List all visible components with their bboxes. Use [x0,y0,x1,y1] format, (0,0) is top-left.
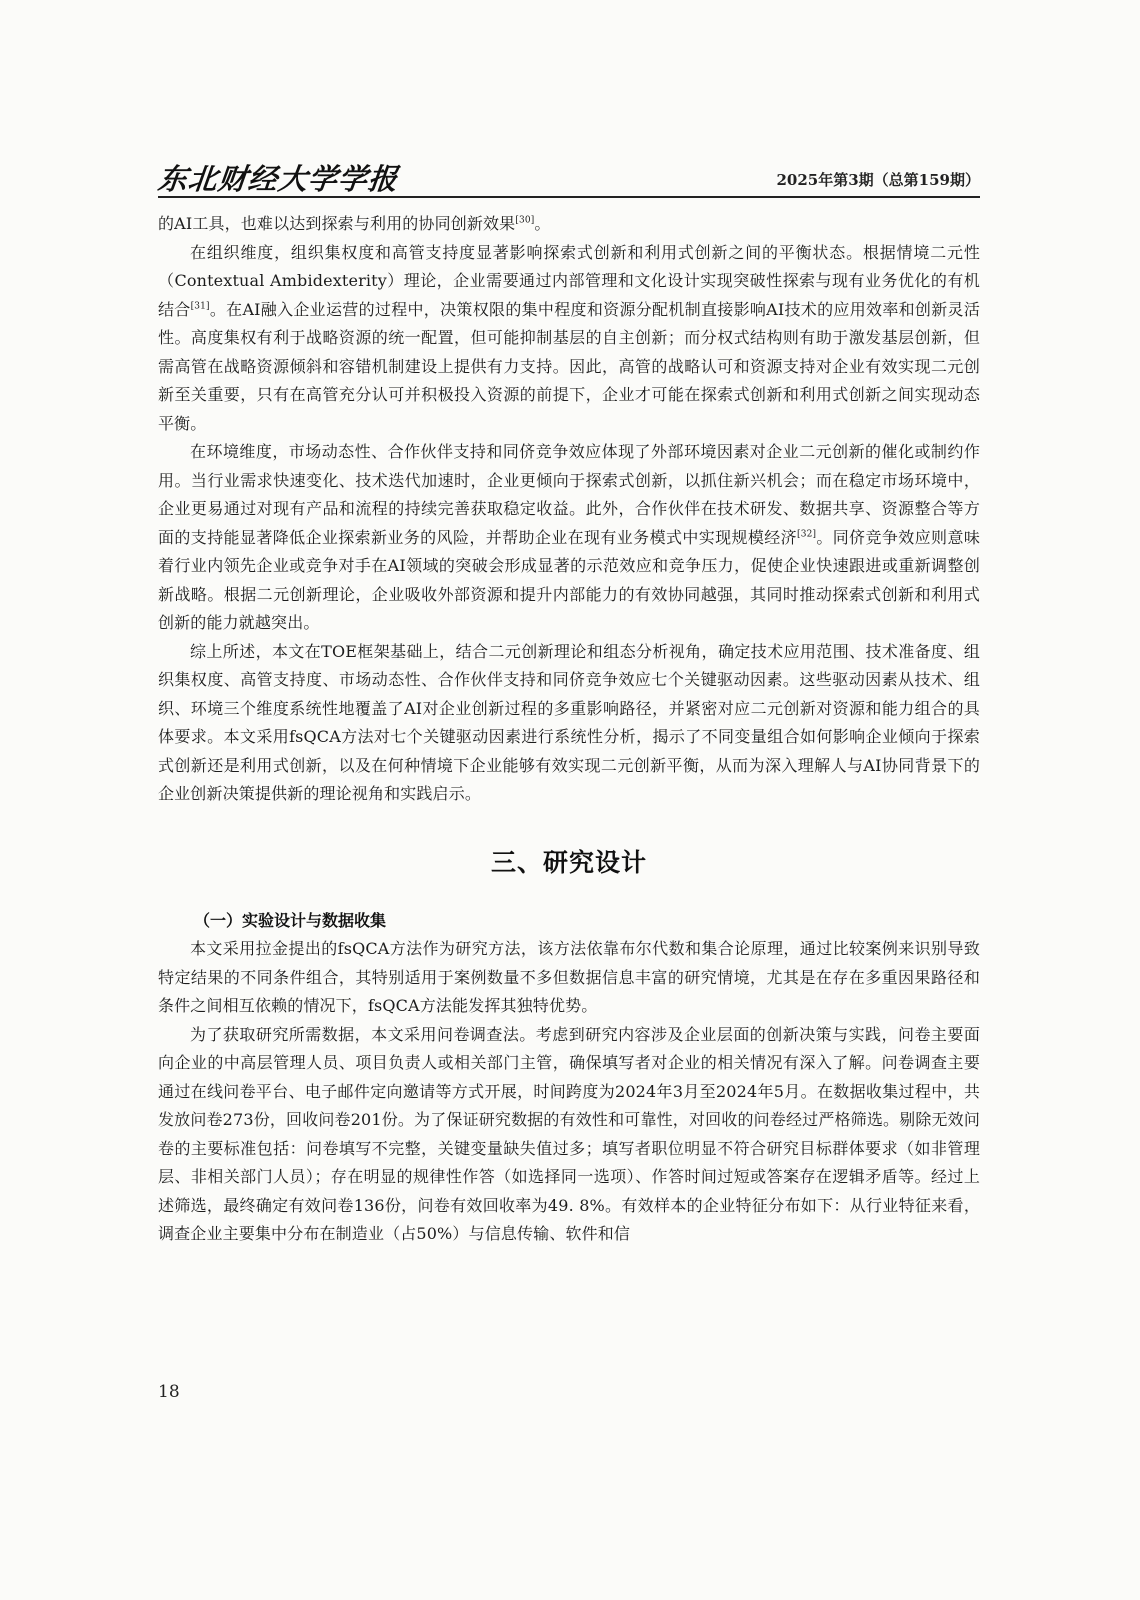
paragraph-6: 为了获取研究所需数据，本文采用问卷调查法。考虑到研究内容涉及企业层面的创新决策与实践，问卷主要面向企业的中高层管理人员、项目负责人或相关部门主管，确保填写者对企业的相关情况有深入了解。问卷调查主要通过在线问卷平台、电子邮件定向邀请等方式开展，时间跨度为2024年3月至2024年5月。在数据收集过程中，共发放问卷273份，回收问卷201份。为了保证研究数据的有效性和可靠性，对回收的问卷经过严格筛选。剔除无效问卷的主要标准包括：问卷填写不完整，关键变量缺失值过多；填写者职位明显不符合研究目标群体要求（如非管理层、非相关部门人员）；存在明显的规律性作答（如选择同一选项）、作答时间过短或答案存在逻辑矛盾等。经过上述筛选，最终确定有效问卷136份，问卷有效回收率为49. 8%。有效样本的企业特征分布如下：从行业特征来看，调查企业主要集中分布在制造业（占50%）与信息传输、软件和信 [158,1024,980,1243]
paragraph-2-text-a: 在组织维度，组织集权度和高管支持度显著影响探索式创新和利用式创新之间的平衡状态。根据情境二元性（Contextual Ambidexterity）理论，企业需要通过内部管理和文化设计实现突破性探索与现有业务优化的有机结合 [158,242,980,319]
section-title: 三、研究设计 [490,847,647,877]
issue-info: 2025年第3期（总第159期） [776,171,980,189]
paragraph-2-text-b: 。在AI融入企业运营的过程中，决策权限的集中程度和资源分配机制直接影响AI技术的应用效率和创新灵活性。高度集权有利于战略资源的统一配置，但可能抑制基层的自主创新；而分权式结构则有助于激发基层创新，但需高管在战略资源倾斜和容错机制建设上提供有力支持。因此，高管的战略认可和资源支持对企业有效实现二元创新至关重要，只有在高管充分认可并积极投入资源的前提下，企业才可能在探索式创新和利用式创新之间实现动态平衡。 [158,299,980,433]
citation-31: [31] [190,301,210,312]
paragraph-3 [158,438,980,638]
paragraph-1 [158,210,980,239]
paragraph-1-text: 的AI工具，也难以达到探索与利用的协同创新效果 [158,214,516,233]
citation-30: [30] [515,215,535,226]
running-header [158,150,980,194]
paragraph-3-text-a: 在环境维度，市场动态性、合作伙伴支持和同侪竞争效应体现了外部环境因素对企业二元创新的催化或制约作用。当行业需求快速变化、技术迭代加速时，企业更倾向于探索式创新，以抓住新兴机会；而在稳定市场环境中，企业更易通过对现有产品和流程的持续完善获取稳定收益。此外，合作伙伴在技术研发、数据共享、资源整合等方面的支持能显著降低企业探索新业务的风险，并帮助企业在现有业务模式中实现规模经济 [158,442,980,547]
citation-32: [32] [797,529,817,540]
paragraph-3-text-b: 。同侪竞争效应则意味着行业内领先企业或竞争对手在AI领域的突破会形成显著的示范效应和竞争压力，促使企业快速跟进或重新调整创新战略。根据二元创新理论，企业吸收外部资源和提升内部能力的有效协同越强，其同时推动探索式创新和利用式创新的能力就越突出。 [158,527,980,632]
paragraph-2 [158,239,980,439]
header-rule [158,196,980,198]
paragraph-4: 综上所述，本文在TOE框架基础上，结合二元创新理论和组态分析视角，确定技术应用范围、技术准备度、组织集权度、高管支持度、市场动态性、合作伙伴支持和同侪竞争效应七个关键驱动因素。这些驱动因素从技术、组织、环境三个维度系统性地覆盖了AI对企业创新过程的多重影响路径，并紧密对应二元创新对资源和能力组合的具体要求。本文采用fsQCA方法对七个关键驱动因素进行系统性分析，揭示了不同变量组合如何影响企业倾向于探索式创新还是利用式创新，以及在何种情境下企业能够有效实现二元创新平衡，从而为深入理解人与AI协同背景下的企业创新决策提供新的理论视角和实践启示。 [158,641,980,803]
paragraph-5: 本文采用拉金提出的fsQCA方法作为研究方法，该方法依靠布尔代数和集合论原理，通过比较案例来识别导致特定结果的不同条件组合，其特别适用于案例数量不多但数据信息丰富的研究情境，尤其是在存在多重因果路径和条件之间相互依赖的情况下，fsQCA方法能发挥其独特优势。 [158,939,980,1015]
body-text [158,210,980,1249]
journal-name: 东北财经大学学报 [156,162,400,196]
subsection-title: （一）实验设计与数据收集 [194,910,387,930]
page-number: 18 [158,1382,180,1402]
paragraph-1-tail: 。 [534,214,551,233]
